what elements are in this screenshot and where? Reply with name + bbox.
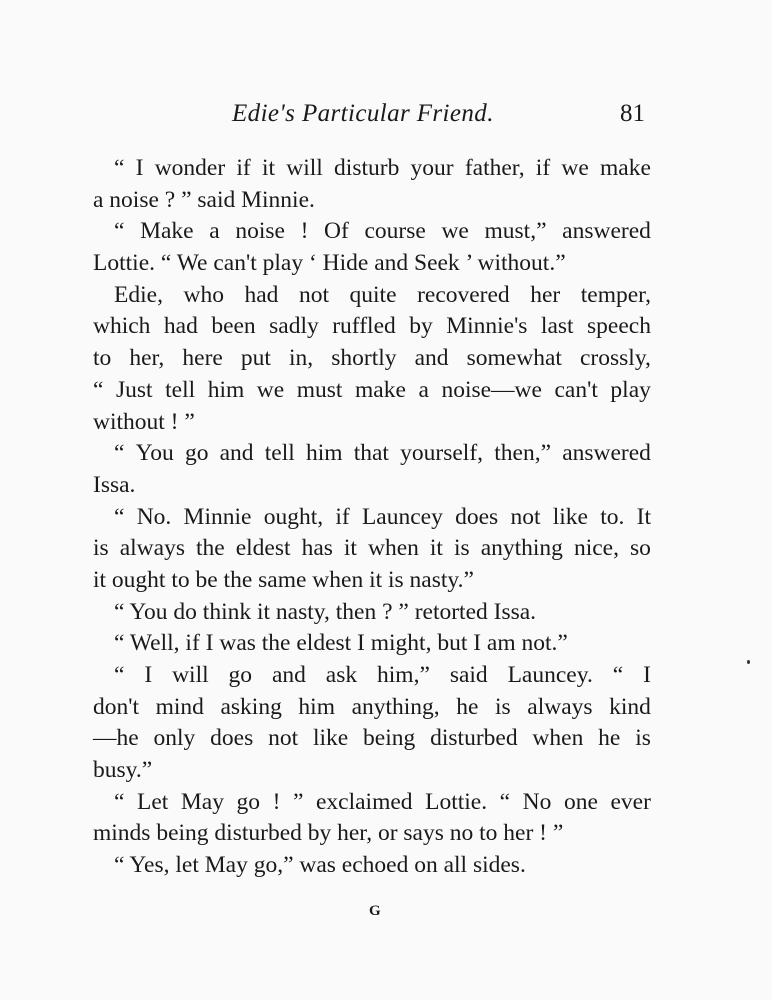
- text-line: “ Well, if I was the eldest I might, but I am not.”: [114, 630, 568, 657]
- text-line: a noise ? ” said Minnie.: [93, 186, 315, 213]
- text-line: “ You go and tell him that yourself, then,” answered: [114, 440, 651, 467]
- text-line: Issa.: [93, 471, 136, 498]
- text-line: without ! ”: [93, 408, 195, 435]
- text-line: which had been sadly ruffled by Minnie's last speech: [93, 313, 651, 340]
- page-number: 81: [620, 100, 645, 127]
- ink-speck: [747, 660, 750, 664]
- text-line: “ I will go and ask him,” said Launcey. “ I: [114, 662, 651, 688]
- text-line: —he only does not like being disturbed when he is: [93, 725, 651, 752]
- text-line: is always the eldest has it when it is anything nice, so: [93, 535, 651, 562]
- text-line: it ought to be the same when it is nasty.”: [93, 566, 474, 593]
- text-line: “ Yes, let May go,” was echoed on all sides.: [114, 852, 526, 879]
- text-line: “ I wonder if it will disturb your father, if we make: [114, 155, 651, 181]
- text-line: don't mind asking him anything, he is always kind: [93, 693, 651, 720]
- text-line: busy.”: [93, 757, 153, 784]
- text-line: Lottie. “ We can't play ‘ Hide and Seek ’ without.”: [93, 250, 566, 277]
- text-line: “ Make a noise ! Of course we must,” answered: [114, 218, 651, 245]
- text-line: “ Just tell him we must make a noise—we can't play: [93, 376, 651, 403]
- text-line: “ No. Minnie ought, if Launcey does not like to. It: [114, 503, 651, 530]
- body-text: [93, 153, 651, 882]
- text-line: “ You do think it nasty, then ? ” retorted Issa.: [114, 598, 537, 625]
- running-head-title: Edie's Particular Friend.: [232, 100, 494, 127]
- text-line: “ Let May go ! ” exclaimed Lottie. “ No one ever: [114, 788, 651, 815]
- text-line: Edie, who had not quite recovered her temper,: [114, 281, 651, 308]
- text-line: to her, here put in, shortly and somewhat crossly,: [93, 345, 651, 372]
- signature-mark: G: [369, 903, 382, 919]
- text-line: minds being disturbed by her, or says no to her ! ”: [93, 820, 564, 847]
